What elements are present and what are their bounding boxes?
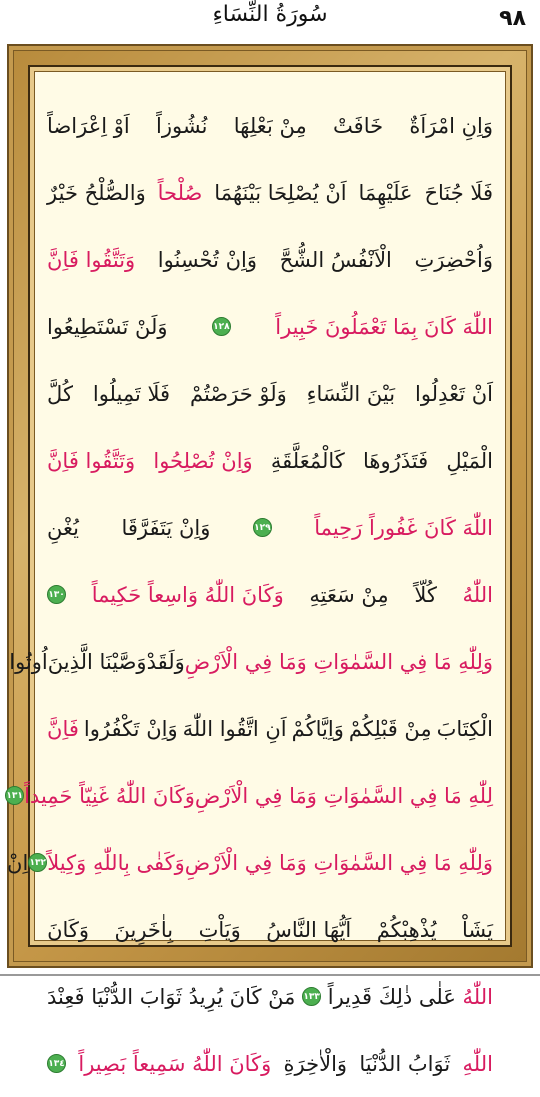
verse-line (43, 159, 497, 226)
tajweed-highlight-text: وَاِنْ تُصْلِحُوا (153, 448, 253, 473)
verse-line (7, 829, 497, 896)
tajweed-highlight-text: صُلْحاً (157, 180, 203, 205)
verse-number-marker: ١٣٣ (302, 987, 321, 1006)
verse-text: فَلَا جُنَاحَ (424, 180, 493, 205)
verse-line (43, 494, 497, 561)
surah-title: سُورَةُ النِّسَاءِ (212, 2, 328, 27)
tajweed-highlight-text: وَتَتَّقُوا فَاِنَّ (47, 247, 136, 272)
tajweed-highlight-text: وَكَانَ اللّٰهُ وَاسِعاً حَكِيماً (91, 582, 284, 607)
verse-text: وَالْاٰخِرَةِ (283, 1051, 348, 1076)
tajweed-highlight-text: وَلِلّٰهِ مَا فِي السَّمٰوَاتِ وَمَا فِي الْاَرْضِ (184, 850, 493, 875)
verse-text: فَعِنْدَ (47, 984, 85, 1009)
verse-text: اُوتُوا (9, 649, 48, 674)
tajweed-highlight-text: وَتَتَّقُوا فَاِنَّ (47, 448, 136, 473)
verse-text: فَتَذَرُوهَا (363, 448, 429, 473)
verse-text: وَاِنِ امْرَاَةٌ (409, 113, 493, 138)
verse-number-marker: ١٣٤ (47, 1054, 66, 1073)
verse-text: عَلٰى ذٰلِكَ قَدِيراً (327, 984, 456, 1009)
verse-line (43, 226, 497, 293)
verse-text: ثَوَابُ الدُّنْيَا (359, 1051, 451, 1076)
verse-number-marker: ١٢٨ (212, 317, 231, 336)
tajweed-highlight-text: وَكَفٰى بِاللّٰهِ وَكِيلاً (47, 850, 185, 875)
verse-number-marker: ١٣٠ (47, 585, 66, 604)
tajweed-highlight-text: اللّٰهُ (462, 582, 493, 607)
tajweed-highlight-text: اللّٰهُ (462, 984, 493, 1009)
verse-text: وَكَانَ (47, 917, 90, 942)
text-panel (6, 71, 506, 1076)
tajweed-highlight-text: اللّٰهِ (462, 1051, 493, 1076)
verse-text: يَشَاْ (462, 917, 493, 942)
verse-line (43, 427, 497, 494)
verse-line (43, 695, 497, 762)
tajweed-highlight-text: اللّٰهَ كَانَ غَفُوراً رَحِيماً (314, 515, 493, 540)
page-header (0, 0, 540, 44)
verse-line (43, 293, 497, 360)
verse-text: اَنْ تَعْدِلُوا (414, 381, 493, 406)
tajweed-highlight-text: فَاِنَّ (47, 716, 79, 741)
verse-text: اَوْ اِعْرَاضاً (47, 113, 130, 138)
verse-line (43, 360, 497, 427)
verse-text: اِنْ (7, 850, 29, 875)
page-bottom-rule (0, 974, 540, 976)
page-number: ٩٨ (499, 6, 526, 31)
verse-text: مِنْ سَعَتِهِ (309, 582, 389, 607)
verse-text: الْكِتَابَ (436, 716, 493, 741)
tajweed-highlight-text: لِلّٰهِ مَا فِي السَّمٰوَاتِ وَمَا فِي الْاَرْضِ (194, 783, 493, 808)
verse-line (9, 628, 497, 695)
verse-text: مَنْ كَانَ يُرِيدُ (188, 984, 296, 1009)
verse-text: وَاِنْ تُحْسِنُوا (157, 247, 258, 272)
verse-number-marker: ١٣١ (5, 786, 24, 805)
verse-text: وَصَّيْنَا الَّذِينَ (47, 649, 147, 674)
tajweed-highlight-text: وَكَانَ اللّٰهُ غَنِيّاً حَمِيداً (24, 783, 195, 808)
verse-text: بِاٰخَرِينَ (114, 917, 174, 942)
verse-text: خَافَتْ (333, 113, 384, 138)
verse-text: اَيُّهَا النَّاسُ (266, 917, 352, 942)
ornamental-frame (6, 44, 533, 1076)
verse-text: مِنْ بَعْلِهَا (233, 113, 307, 138)
verse-text: كُلّاً (414, 582, 437, 607)
verse-text: كُلَّ (47, 381, 73, 406)
verse-text: الْاَنْفُسُ الشُّحَّ (279, 247, 392, 272)
verse-text: وَاِنْ تَكْفُرُوا (83, 716, 178, 741)
verse-text: وَاِيَّاكُمْ (291, 716, 344, 741)
verse-text: وَاُحْضِرَتِ (414, 247, 493, 272)
verse-text: مِنْ قَبْلِكُمْ (348, 716, 432, 741)
verse-text: ثَوَابَ الدُّنْيَا (91, 984, 183, 1009)
verse-text: اَنِ اتَّقُوا اللّٰهَ (182, 716, 287, 741)
verse-text: الْمَيْلِ (446, 448, 493, 473)
verse-text: وَاِنْ يَتَفَرَّقَا (121, 515, 211, 540)
verse-line (43, 92, 497, 159)
verse-text: كَالْمُعَلَّقَةِ (270, 448, 345, 473)
verse-text: فَلَا تَمِيلُوا (92, 381, 171, 406)
quran-text (6, 92, 497, 1076)
verse-line (43, 1030, 497, 1097)
tajweed-highlight-text: وَكَانَ اللّٰهُ سَمِيعاً بَصِيراً (78, 1051, 272, 1076)
verse-text: نُشُوزاً (156, 113, 208, 138)
verse-text: عَلَيْهِمَا (358, 180, 413, 205)
verse-text: وَلَوْ حَرَصْتُمْ (189, 381, 287, 406)
verse-text: وَلَقَدْ (146, 649, 185, 674)
verse-text: يُذْهِبْكُمْ (376, 917, 437, 942)
verse-line (43, 561, 497, 628)
verse-line (43, 896, 497, 963)
verse-text: وَالصُّلْحُ خَيْرٌ (47, 180, 146, 205)
verse-line (6, 762, 497, 829)
verse-text: بَيْنَ النِّسَاءِ (306, 381, 396, 406)
frame-inner-border (6, 65, 512, 1076)
tajweed-highlight-text: اللّٰهَ كَانَ بِمَا تَعْمَلُونَ خَبِيراً (275, 314, 493, 339)
verse-text: اَنْ يُصْلِحَا بَيْنَهُمَا (214, 180, 347, 205)
verse-number-marker: ١٣٢ (28, 853, 47, 872)
frame-gold-band (6, 50, 527, 1076)
tajweed-highlight-text: وَلِلّٰهِ مَا فِي السَّمٰوَاتِ وَمَا فِي الْاَرْضِ (184, 649, 493, 674)
verse-text: وَلَنْ تَسْتَطِيعُوا (47, 314, 168, 339)
verse-text: وَيَاْتِ (198, 917, 241, 942)
verse-number-marker: ١٢٩ (253, 518, 272, 537)
verse-text: يُغْنِ (47, 515, 79, 540)
